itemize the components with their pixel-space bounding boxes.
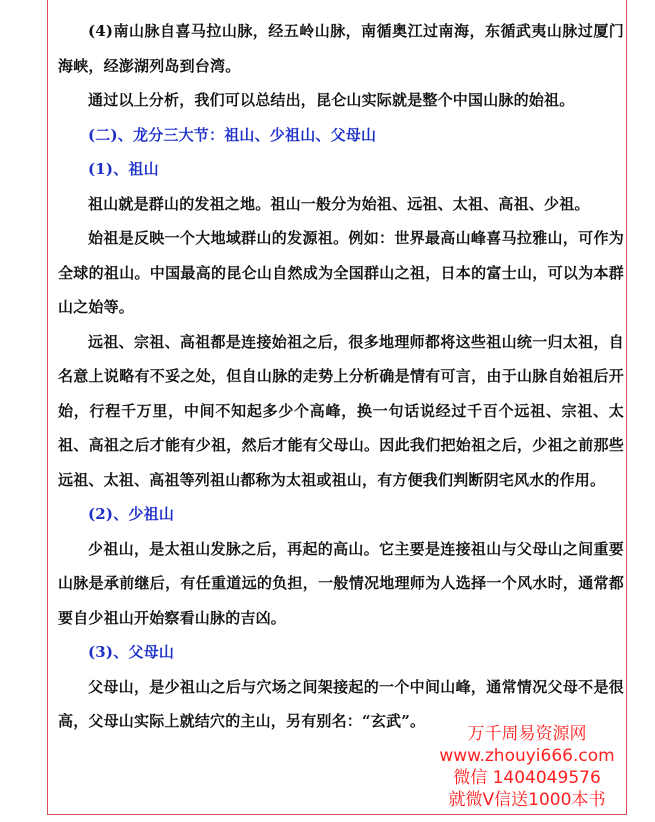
watermark	[427, 723, 627, 811]
subheading-ancestor-mountain: (1)、祖山	[88, 160, 159, 178]
paragraph-first-ancestor: 始祖是反映一个大地域群山的发源祖。例如：世界最高山峰喜马拉雅山，可作为全球的祖山。中国最高的昆仑山自然成为全国群山之祖，日本的富士山，可以为本群山之始等。	[58, 229, 624, 316]
watermark-offer: 就微V信送1000本书	[448, 790, 606, 810]
paragraph-summary: 通过以上分析，我们可以总结出，昆仑山实际就是整个中国山脉的始祖。	[88, 91, 575, 109]
paragraph-young-ancestor: 少祖山，是太祖山发脉之后，再起的高山。它主要是连接祖山与父母山之间重要山脉是承前继后，有任重道远的负担，一般情况地理师为人选择一个风水时，通常都要自少祖山开始察看山脉的吉凶。	[58, 539, 624, 627]
watermark-url: www.zhouyi666.com	[439, 746, 615, 766]
section-heading-three-sections: (二)、龙分三大节：祖山、少祖山、父母山	[88, 125, 377, 144]
paragraph-south-mountains: (4)南山脉自喜马拉山脉，经五岭山脉，南循奥江过南海，东循武夷山脉过厦门海峡，经澎湖列岛到台湾。	[58, 22, 624, 75]
paragraph-parent-mountain: 父母山，是少祖山之后与穴场之间架接起的一个中间山峰，通常情况父母不是很高，父母山实际上就结穴的主山，另有别名：“玄武”。	[58, 677, 624, 730]
watermark-wechat: 微信 1404049576	[453, 768, 601, 788]
document-body	[58, 14, 624, 739]
watermark-site-name: 万千周易资源网	[467, 724, 587, 744]
paragraph-ancestor-definition: 祖山就是群山的发祖之地。祖山一般分为始祖、远祖、太祖、高祖、少祖。	[88, 194, 590, 213]
subheading-parent-mountain: (3)、父母山	[88, 643, 175, 661]
subheading-young-ancestor-mountain: (2)、少祖山	[88, 505, 175, 523]
paragraph-distant-ancestors: 远祖、宗祖、高祖都是连接始祖之后，很多地理师都将这些祖山统一归太祖，自名意上说略有不妥之处，但自山脉的走势上分析确是情有可言，由于山脉自始祖后开始，行程千万里，中间不知起多少个高峰，换一句话说经过千百个远祖、宗祖、太祖、高祖之后才能有少祖，然后才能有父母山。因此我们把始祖之后，少祖之前那些远祖、太祖、高祖等列祖山都称为太祖或祖山，有方便我们判断阴宅风水的作用。	[58, 332, 624, 489]
